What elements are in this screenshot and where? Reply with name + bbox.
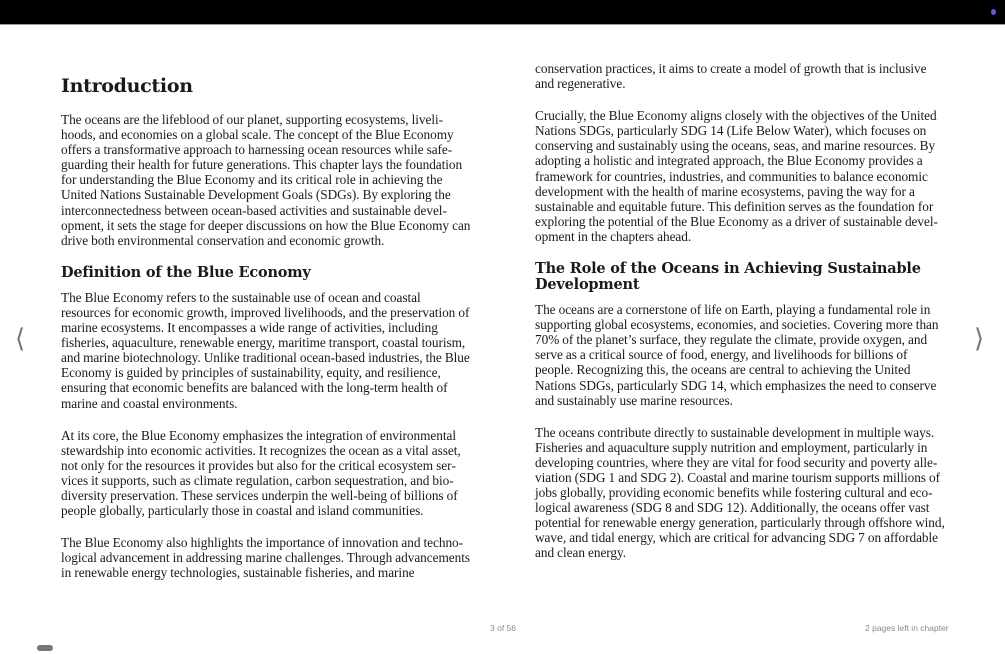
body-paragraph: Crucially, the Blue Economy aligns closely with the objectives of the United Nations SDGs, particularly SDG 14 (Life Below Water), which focuses on conserving and sustainably using the oceans, seas, and marine resources. By adopting a holistic and integrated approach, the Blue Economy provides a framework for countries, industries, and communities to balance economic development with the health of marine ecosystems, paving the way for a sustainable and equitable future. This definition serves as the foundation for exploring the potential of the Blue Economy as a driver of sustainable development in the chapters ahead. [535,108,938,244]
section-heading-role-of-oceans: The Role of the Oceans in Achieving Sustainable Development [535,260,921,294]
left-page [61,74,473,580]
continued-paragraph: conservation practices, it aims to create a model of growth that is inclusive and regenerative. [535,61,927,92]
chevron-right-icon: ⟩ [974,324,985,354]
body-paragraph: At its core, the Blue Economy emphasizes the integration of environmental stewardship into economic activities. It recognizes the ocean as a vital asset, not only for the resources it provides but also for the critical ecosystem services it supports, such as climate regulation, carbon sequestration, and biodiversity preservation. These services underpin the well-being of billions of people globally, particularly those in coastal and island communities. [61,427,461,519]
chapter-title: Introduction [61,75,193,97]
scroll-handle[interactable] [37,645,53,651]
next-page-button[interactable] [974,326,984,352]
page-counter: 3 of 56 [490,623,516,633]
intro-paragraph: The oceans are the lifeblood of our planet, supporting ecosystems, livelihoods, and economies on a global scale. The concept of the Blue Economy offers a transformative approach to harnessing ocean resources while safeguarding their health for future generations. This chapter lays the foundation for understanding the Blue Economy and its critical role in achieving the United Nations Sustainable Development Goals (SDGs). By exploring the interconnectedness between ocean-based activities and sustainable development, it sets the stage for deeper discussions on how the Blue Economy can drive both environmental conservation and economic growth. [61,112,471,248]
previous-page-button[interactable] [15,326,25,352]
body-paragraph: The Blue Economy also highlights the importance of innovation and technological advancement in addressing marine challenges. Through advancements in renewable energy technologies, sustainable fisheries, and marine [61,535,470,581]
status-dot-icon [991,9,996,15]
body-paragraph: The oceans are a cornerstone of life on Earth, playing a fundamental role in supporting global ecosystems, economies, and societies. Covering more than 70% of the planet’s surface, they regulate the climate, provide oxygen, and serve as a critical source of food, energy, and livelihoods for billions of people. Recognizing this, the oceans are central to achieving the United Nations SDGs, particularly SDG 14, which emphasizes the need to conserve and sustainably use marine resources. [535,302,939,408]
body-paragraph: The Blue Economy refers to the sustainable use of ocean and coastal resources for economic growth, improved livelihoods, and the preservation of marine ecosystems. It encompasses a wide range of activities, including fisheries, aquaculture, renewable energy, maritime transport, coastal tourism, and marine biotechnology. Unlike traditional ocean-based industries, the Blue Economy is guided by principles of sustainability, equity, and resilience, ensuring that economic benefits are balanced with the long-term health of marine and coastal environments. [61,289,470,411]
section-heading-definition: Definition of the Blue Economy [61,263,311,281]
pages-left-in-chapter: 2 pages left in chapter [865,623,949,633]
chevron-left-icon: ⟨ [15,324,26,354]
top-bar [0,0,1005,25]
right-page [535,61,947,578]
body-paragraph: The oceans contribute directly to sustainable development in multiple ways. Fisheries and aquaculture supply nutrition and employment, particularly in developing countries, where they are vital for food security and poverty alleviation (SDG 1 and SDG 2). Coastal and marine tourism supports millions of jobs globally, providing economic benefits while fostering cultural and ecological awareness (SDG 8 and SDG 12). Additionally, the oceans offer vast potential for renewable energy generation, particularly through offshore wind, wave, and tidal energy, which are critical for advancing SDG 7 on affordable and clean energy. [535,424,945,561]
